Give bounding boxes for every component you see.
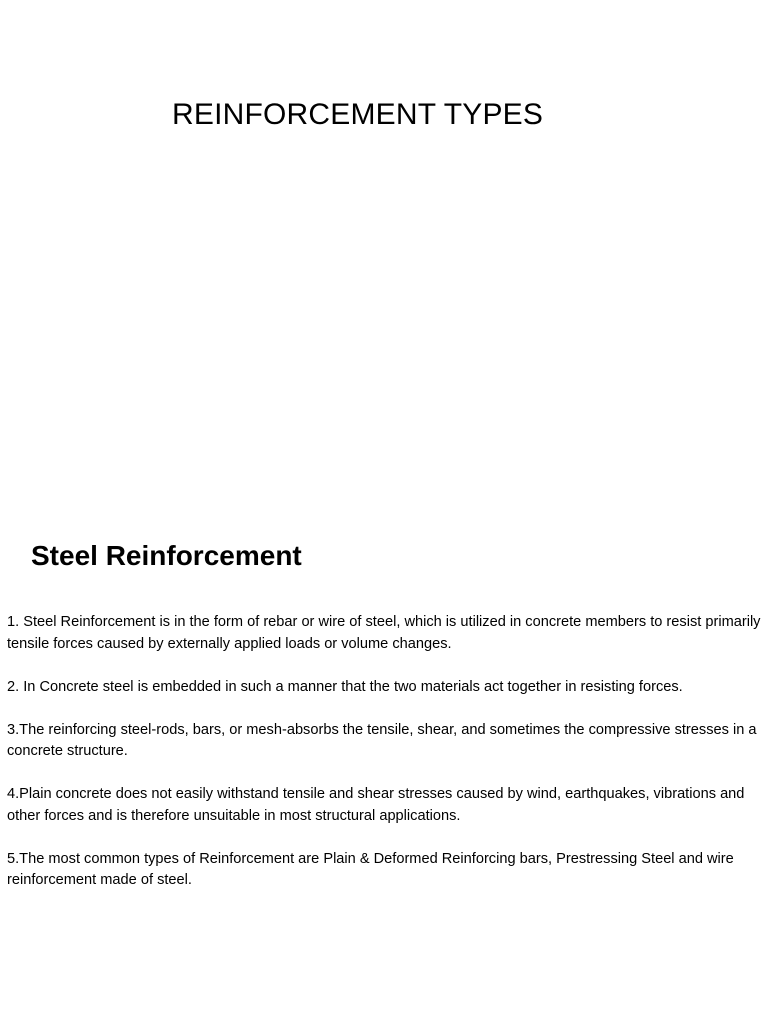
page-title: REINFORCEMENT TYPES <box>172 98 544 131</box>
section-heading: Steel Reinforcement <box>31 540 302 571</box>
list-item-2: 2. In Concrete steel is embedded in such a manner that the two materials act together in resisting forces. <box>7 678 683 695</box>
list-item-4: 4.Plain concrete does not easily withstand tensile and shear stresses caused by wind, earthquakes, vibrations and other forces and is therefore unsuitable in most structural applications. <box>7 786 745 824</box>
list-item-5: 5.The most common types of Reinforcement are Plain & Deformed Reinforcing bars, Prestressing Steel and wire reinforcement made of steel. <box>7 850 734 888</box>
list-item-1: 1. Steel Reinforcement is in the form of rebar or wire of steel, which is utilized in concrete members to resist primarily tensile forces caused by externally applied loads or volume changes. <box>7 614 761 652</box>
points-list <box>7 612 765 913</box>
list-item-3: 3.The reinforcing steel-rods, bars, or mesh-absorbs the tensile, shear, and sometimes the compressive stresses in a concrete structure. <box>7 721 757 759</box>
